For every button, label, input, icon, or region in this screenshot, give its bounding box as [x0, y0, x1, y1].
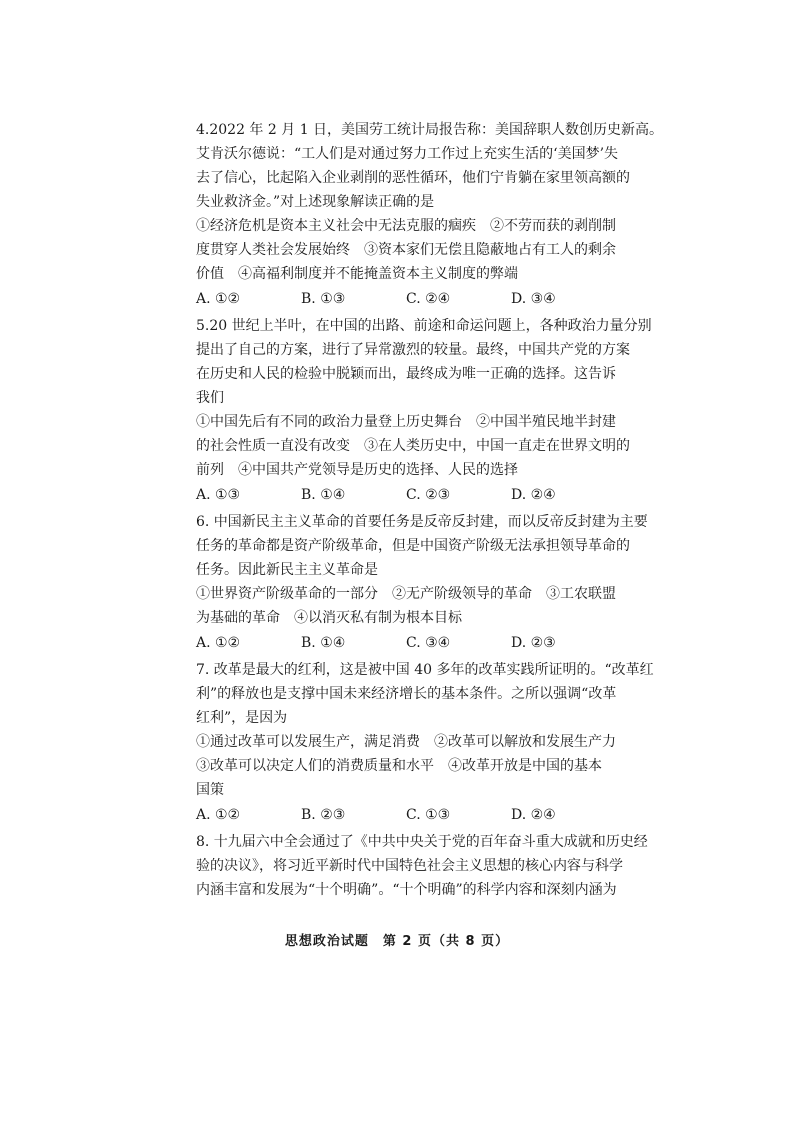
option-b: B. ①④	[301, 487, 346, 503]
option-b: B. ①③	[301, 291, 346, 307]
question-line: 任务。因此新民主主义革命是	[196, 562, 378, 578]
question-line: ③改革可以决定人们的消费质量和水平 ④改革开放是中国的基本	[196, 758, 602, 774]
question-5	[196, 314, 652, 508]
question-line: ①通过改革可以发展生产，满足消费 ②改革可以解放和发展生产力	[196, 734, 616, 750]
question-line: 失业救济金。”对上述现象解读正确的是	[196, 194, 435, 210]
question-line: 7. 改革是最大的红利，这是被中国 40 多年的改革实践所证明的。“改革红	[196, 662, 654, 678]
question-line: 度贯穿人类社会发展始终 ③资本家们无偿且隐蔽地占有工人的剩余	[196, 242, 616, 258]
option-c: C. ②③	[406, 487, 451, 503]
question-7	[196, 658, 654, 828]
question-line: 的社会性质一直没有改变 ③在人类历史中，中国一直走在世界文明的	[196, 438, 630, 454]
question-line: 前列 ④中国共产党领导是历史的选择、人民的选择	[196, 462, 518, 478]
page-footer: 思想政治试题 第 2 页（共 8 页）	[284, 934, 510, 949]
question-line: ①中国先后有不同的政治力量登上历史舞台 ②中国半殖民地半封建	[196, 414, 616, 430]
question-line: 内涵丰富和发展为“十个明确”。“十个明确”的科学内容和深刻内涵为	[196, 882, 617, 898]
option-d: D. ②④	[511, 487, 556, 503]
question-line: 提出了自己的方案，进行了异常激烈的较量。最终，中国共产党的方案	[196, 342, 630, 358]
option-d: D. ③④	[511, 291, 556, 307]
question-line: 红利”，是因为	[196, 710, 288, 726]
option-c: C. ①③	[406, 807, 451, 823]
question-line: 任务的革命都是资产阶级革命，但是中国资产阶级无法承担领导革命的	[196, 538, 630, 554]
option-c: C. ②④	[406, 291, 451, 307]
option-a: A. ①②	[196, 807, 241, 823]
question-line: 6. 中国新民主主义革命的首要任务是反帝反封建，而以反帝反封建为主要	[196, 514, 648, 530]
question-line: 去了信心，比起陷入企业剥削的恶性循环，他们宁肯躺在家里领高额的	[196, 170, 630, 186]
question-8	[196, 830, 648, 902]
question-line: 为基础的革命 ④以消灭私有制为根本目标	[196, 610, 462, 626]
question-line: 4.2022 年 2 月 1 日，美国劳工统计局报告称：美国辞职人数创历史新高。	[196, 122, 664, 138]
question-6	[196, 510, 648, 656]
option-b: B. ①④	[301, 635, 346, 651]
option-a: A. ①②	[196, 291, 241, 307]
question-line: 利”的释放也是支撑中国未来经济增长的基本条件。之所以强调“改革	[196, 686, 617, 702]
question-line: 艾肯沃尔德说：“工人们是对通过努力工作过上充实生活的‘美国梦’失	[196, 146, 619, 162]
answer-options	[196, 286, 616, 312]
option-d: D. ②④	[511, 807, 556, 823]
question-line: 5.20 世纪上半叶，在中国的出路、前途和命运问题上，各种政治力量分别	[196, 318, 652, 334]
option-c: C. ③④	[406, 635, 451, 651]
option-d: D. ②③	[511, 635, 556, 651]
question-line: ①经济危机是资本主义社会中无法克服的痼疾 ②不劳而获的剥削制	[196, 218, 616, 234]
answer-options	[196, 630, 616, 656]
question-line: 价值 ④高福利制度并不能掩盖资本主义制度的弊端	[196, 266, 518, 282]
question-list	[196, 118, 664, 902]
question-line: 验的决议》，将习近平新时代中国特色社会主义思想的核心内容与科学	[196, 858, 623, 874]
answer-options	[196, 802, 616, 828]
question-line: 我们	[196, 390, 224, 406]
question-4	[196, 118, 664, 312]
option-b: B. ②③	[301, 807, 346, 823]
question-line: 8. 十九届六中全会通过了《中共中央关于党的百年奋斗重大成就和历史经	[196, 834, 648, 850]
answer-options	[196, 482, 616, 508]
option-a: A. ①③	[196, 487, 241, 503]
question-line: 国策	[196, 782, 224, 798]
question-line: ①世界资产阶级革命的一部分 ②无产阶级领导的革命 ③工农联盟	[196, 586, 616, 602]
option-a: A. ①②	[196, 635, 241, 651]
question-line: 在历史和人民的检验中脱颖而出，最终成为唯一正确的选择。这告诉	[196, 366, 616, 382]
